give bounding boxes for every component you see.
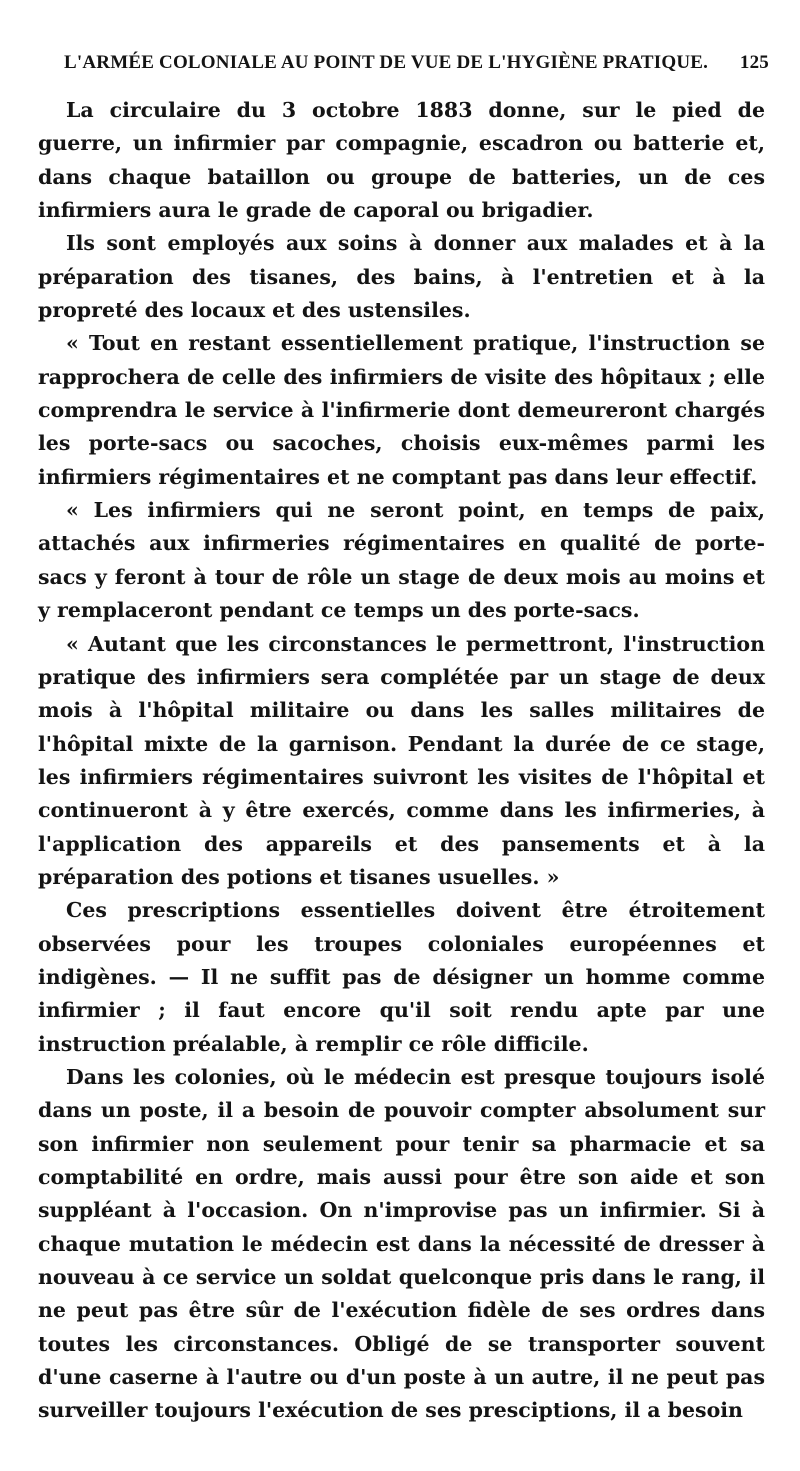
paragraph-6: Ces prescriptions essentielles doivent être étroitement observées pour les troupes coloniales européennes et indigènes. — Il ne suffit pas de désigner un homme comme infirmier ; il faut encore qu'il soit rendu apte par une instruction préalable, à remplir ce rôle difficile. (38, 898, 765, 1056)
book-page (30, 52, 771, 1428)
page-number: 125 (739, 52, 769, 73)
paragraph-3: « Tout en restant essentiellement pratique, l'instruction se rapprochera de celle des infirmiers de visite des hôpitaux ; elle comprendra le service à l'infirmerie dont demeureront chargés les porte-sacs ou sacoches, choisis eux-mêmes parmi les infirmiers régimentaires et ne comptant pas dans leur effectif. (38, 331, 765, 489)
running-header (30, 52, 771, 82)
running-title: L'ARMÉE COLONIALE AU POINT DE VUE DE L'HYGIÈNE PRATIQUE. (64, 52, 709, 73)
paragraph-4: « Les infirmiers qui ne seront point, en temps de paix, attachés aux infirmeries régimentaires en qualité de porte-sacs y feront à tour de rôle un stage de deux mois au moins et y remplaceront pendant ce temps un des porte-sacs. (38, 498, 765, 623)
paragraph-1: La circulaire du 3 octobre 1883 donne, sur le pied de guerre, un infirmier par compagnie, escadron ou batterie et, dans chaque bataillon ou groupe de batteries, un de ces infirmiers aura le grade de caporal ou brigadier. (38, 98, 765, 223)
paragraph-7: Dans les colonies, où le médecin est presque toujours isolé dans un poste, il a besoin de pouvoir compter absolument sur son infirmier non seulement pour tenir sa pharmacie et sa comptabilité en ordre, mais aussi pour être son aide et son suppléant à l'occasion. On n'improvise pas un infirmier. Si à chaque mutation le médecin est dans la nécessité de dresser à nouveau à ce service un soldat quelconque pris dans le rang, il ne peut pas être sûr de l'exécution fidèle de ses ordres dans toutes les circonstances. Obligé de se transporter souvent d'une caserne à l'autre ou d'un poste à un autre, il ne peut pas surveiller toujours l'exécution de ses presciptions, il a besoin (38, 1064, 765, 1423)
paragraph-5: « Autant que les circonstances le permettront, l'instruction pratique des infirmiers sera complétée par un stage de deux mois à l'hôpital militaire ou dans les salles militaires de l'hôpital mixte de la garnison. Pendant la durée de ce stage, les infirmiers régimentaires suivront les visites de l'hôpital et continueront à y être exercés, comme dans les infirmeries, à l'application des appareils et des pansements et à la préparation des potions et tisanes usuelles. » (38, 631, 765, 889)
body-text (30, 94, 771, 1428)
paragraph-2: Ils sont employés aux soins à donner aux malades et à la préparation des tisanes, des bains, à l'entretien et à la propreté des locaux et des ustensiles. (38, 231, 765, 323)
